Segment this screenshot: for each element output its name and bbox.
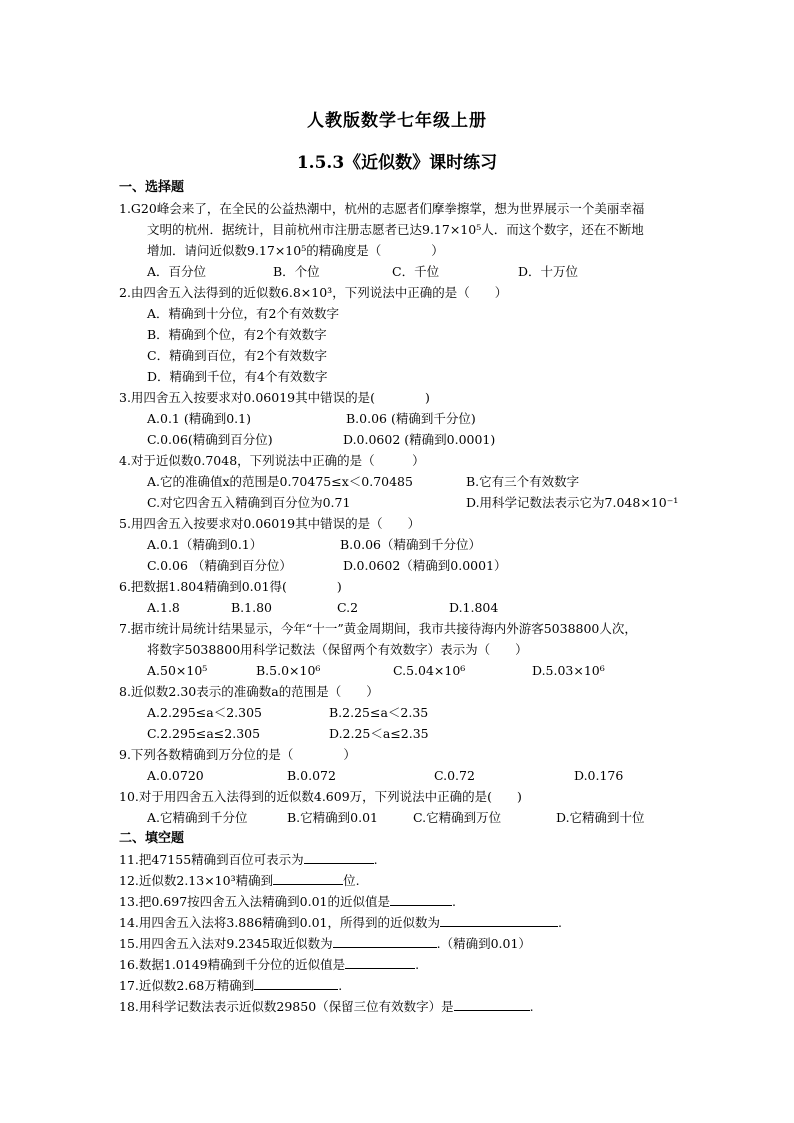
q10-option-d: D.它精确到十位 <box>556 810 645 825</box>
q5-option-a: A.0.1（精确到0.1） <box>147 537 263 552</box>
q15-text: 15.用四舍五入法对9.2345取近似数为 <box>119 936 333 951</box>
q6-option-d: D.1.804 <box>449 600 499 615</box>
section-heading-choice: 一、选择题 <box>119 180 185 195</box>
q3-option-a: A.0.1 (精确到0.1) <box>147 411 251 426</box>
q16-answer-blank[interactable] <box>345 955 415 969</box>
q6-line1: 6.把数据1.804精确到0.01得( ) <box>119 579 342 594</box>
q1-option-c: C．千位 <box>392 264 440 279</box>
q9-option-a: A.0.0720 <box>147 768 204 783</box>
q13-line <box>119 892 456 912</box>
q12-end: 位. <box>343 873 360 888</box>
q11-answer-blank[interactable] <box>304 850 374 864</box>
q17-end: . <box>338 978 343 993</box>
q8-line1: 8.近似数2.30表示的准确数a的范围是（ ） <box>119 684 379 699</box>
q7-option-b: B.5.0×10⁶ <box>256 663 321 678</box>
q7-option-a: A.50×10⁵ <box>147 663 208 678</box>
q18-answer-blank[interactable] <box>454 997 530 1011</box>
q15-answer-blank[interactable] <box>333 934 437 948</box>
q17-line <box>119 976 342 996</box>
q3-option-c: C.0.06(精确到百分位) <box>147 432 273 447</box>
q8-option-c: C.2.295≤a≤2.305 <box>147 726 261 741</box>
q15-line <box>119 934 531 954</box>
q6-option-b: B.1.80 <box>231 600 272 615</box>
q9-option-d: D.0.176 <box>574 768 624 783</box>
q8-option-b: B.2.25≤a＜2.35 <box>329 705 429 720</box>
q2-option-b: B．精确到个位，有2个有效数字 <box>147 327 327 342</box>
q12-text: 12.近似数2.13×10³精确到 <box>119 873 274 888</box>
q17-text: 17.近似数2.68万精确到 <box>119 978 255 993</box>
q9-option-c: C.0.72 <box>434 768 475 783</box>
q11-line <box>119 850 378 870</box>
q4-option-b: B.它有三个有效数字 <box>466 474 580 489</box>
q16-text: 16.数据1.0149精确到千分位的近似值是 <box>119 957 346 972</box>
q2-option-c: C．精确到百位，有2个有效数字 <box>147 348 328 363</box>
q5-option-b: B.0.06（精确到千分位） <box>340 537 481 552</box>
q10-option-b: B.它精确到0.01 <box>287 810 378 825</box>
q14-line <box>119 913 562 933</box>
q1-line2: 文明的杭州．据统计，目前杭州市注册志愿者已达9.17×10⁵人．而这个数字，还在不断地 <box>147 222 644 237</box>
q14-end: . <box>558 915 562 930</box>
q13-end: . <box>452 894 456 909</box>
q3-line1: 3.用四舍五入按要求对0.06019其中错误的是( ) <box>119 390 430 405</box>
q14-text: 14.用四舍五入法将3.886精确到0.01，所得到的近似数为 <box>119 915 440 930</box>
q1-option-d: D．十万位 <box>518 264 579 279</box>
document-title: 人教版数学七年级上册 <box>307 111 487 131</box>
q1-line3: 增加．请问近似数9.17×10⁵的精确度是（ ） <box>147 243 444 258</box>
q3-option-d: D.0.0602 (精确到0.0001) <box>343 432 496 447</box>
q18-end: . <box>529 999 534 1014</box>
q4-option-c: C.对它四舍五入精确到百分位为0.71 <box>147 495 351 510</box>
q2-line1: 2.由四舍五入法得到的近似数6.8×10³，下列说法中正确的是（ ） <box>119 285 508 300</box>
q9-option-b: B.0.072 <box>287 768 336 783</box>
q7-option-d: D.5.03×10⁶ <box>532 663 605 678</box>
q4-option-d: D.用科学记数法表示它为7.048×10⁻¹ <box>466 495 679 510</box>
q1-option-b: B．个位 <box>273 264 320 279</box>
q7-line2: 将数字5038800用科学记数法（保留两个有效数字）表示为（ ） <box>147 642 528 657</box>
q10-option-c: C.它精确到万位 <box>413 810 502 825</box>
q18-line <box>119 997 534 1017</box>
q13-text: 13.把0.697按四舍五入法精确到0.01的近似值是 <box>119 894 390 909</box>
q6-option-c: C.2 <box>337 600 359 615</box>
q8-option-a: A.2.295≤a＜2.305 <box>147 705 262 720</box>
q4-line1: 4.对于近似数0.7048，下列说法中正确的是（ ） <box>119 453 425 468</box>
q12-line <box>119 871 360 891</box>
q1-line1: 1.G20峰会来了，在全民的公益热潮中，杭州的志愿者们摩拳擦掌，想为世界展示一个美丽幸福 <box>119 201 645 216</box>
q6-option-a: A.1.8 <box>147 600 180 615</box>
q7-option-c: C.5.04×10⁶ <box>393 663 466 678</box>
q2-option-a: A．精确到十分位，有2个有效数字 <box>147 306 339 321</box>
q2-option-d: D．精确到千位，有4个有效数字 <box>147 369 328 384</box>
q11-text: 11.把47155精确到百位可表示为 <box>119 852 304 867</box>
q12-answer-blank[interactable] <box>273 871 343 885</box>
section-heading-fill: 二、填空题 <box>119 831 185 846</box>
q9-line1: 9.下列各数精确到万分位的是（ ） <box>119 747 356 762</box>
q3-option-b: B.0.06 (精确到千分位) <box>346 411 476 426</box>
document-subtitle: 1.5.3《近似数》课时练习 <box>296 153 498 173</box>
q17-answer-blank[interactable] <box>254 976 338 990</box>
q14-answer-blank[interactable] <box>440 913 558 927</box>
q5-option-c: C.0.06 （精确到百分位） <box>147 558 292 573</box>
q7-line1: 7.据市统计局统计结果显示，今年“十一”黄金周期间，我市共接待海内外游客5038800人次， <box>119 621 637 636</box>
q18-text: 18.用科学记数法表示近似数29850（保留三位有效数字）是 <box>119 999 454 1014</box>
q11-end: . <box>373 852 378 867</box>
q5-line1: 5.用四舍五入按要求对0.06019其中错误的是（ ） <box>119 516 421 531</box>
q10-option-a: A.它精确到千分位 <box>147 810 248 825</box>
q4-option-a: A.它的准确值x的范围是0.70475≤x＜0.70485 <box>147 474 413 489</box>
q13-answer-blank[interactable] <box>390 892 452 906</box>
q5-option-d: D.0.0602（精确到0.0001） <box>343 558 507 573</box>
q1-option-a: A．百分位 <box>147 264 207 279</box>
q8-option-d: D.2.25＜a≤2.35 <box>329 726 429 741</box>
q16-end: . <box>415 957 420 972</box>
q16-line <box>119 955 419 975</box>
q15-end: .（精确到0.01） <box>436 936 531 951</box>
q10-line1: 10.对于用四舍五入法得到的近似数4.609万，下列说法中正确的是( ) <box>119 789 522 804</box>
